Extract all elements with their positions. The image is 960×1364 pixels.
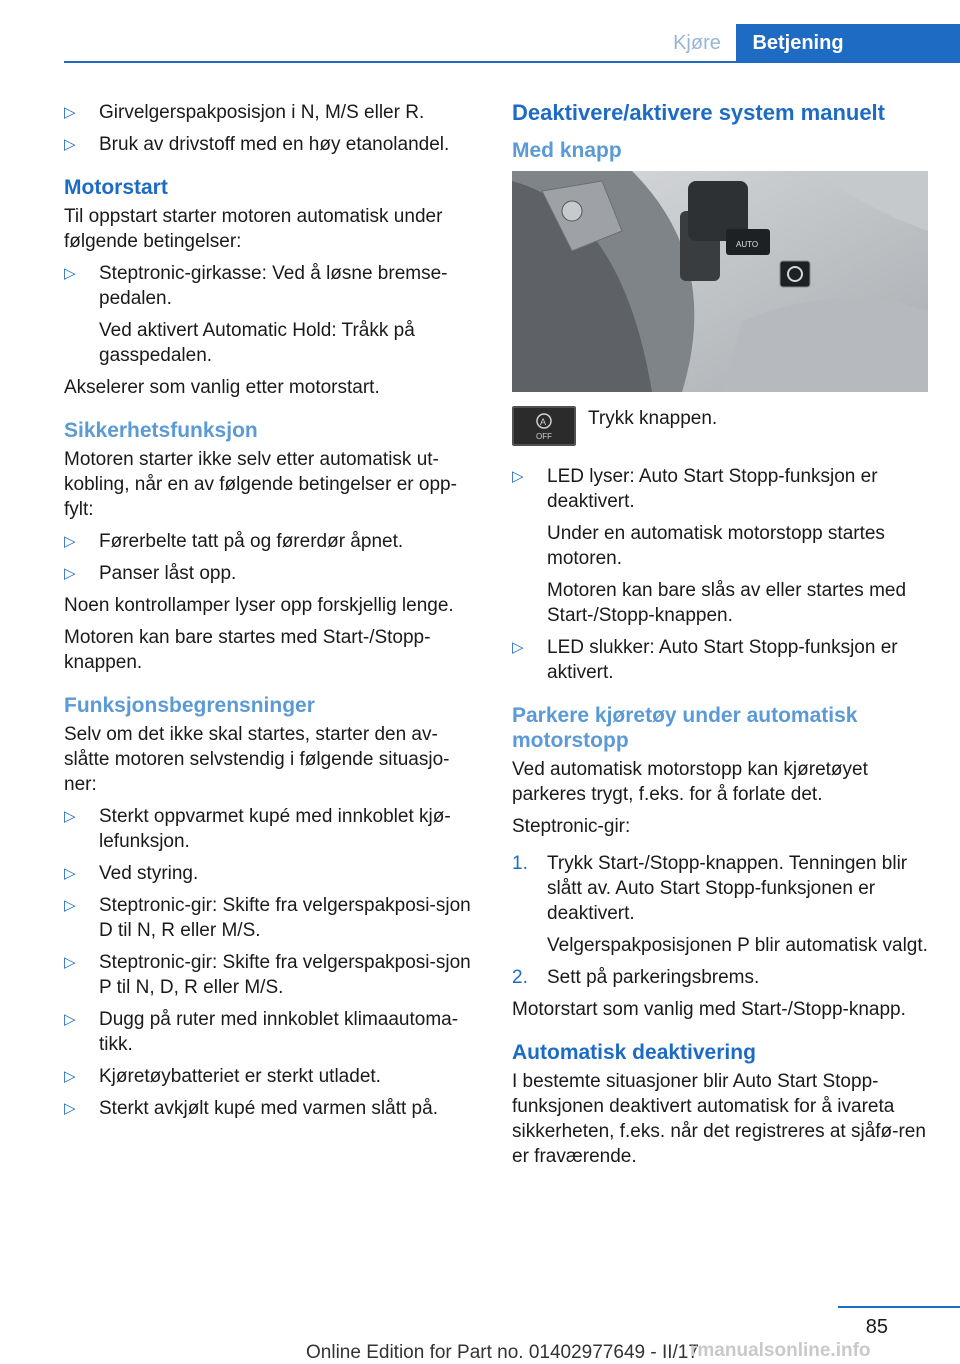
bullet-icon: ▷ (64, 897, 76, 914)
list-item: ▷ LED lyser: Auto Start Stopp-funksjon er deaktivert. (512, 466, 878, 512)
bullet-icon: ▷ (64, 954, 76, 971)
list-item: ▷ Steptronic-girkasse: Ved å løsne bremse-pedalen. (64, 263, 448, 309)
bullet-icon: ▷ (64, 565, 76, 582)
numbered-item: 2. Sett på parkeringsbrems. (512, 967, 760, 988)
step-number: 1. (512, 853, 528, 874)
list-item: ▷ Sterkt oppvarmet kupé med innkoblet kjø-lefunksjon. (64, 806, 451, 852)
paragraph: I bestemte situasjoner blir Auto Start Stopp-funksjonen deaktivert automatisk for å ivareta sikkerheten, f.eks. når det registreres at sjåfø-ren er fraværende. (512, 1071, 926, 1167)
list-item-continuation: Under en automatisk motorstopp startes motoren. (547, 523, 885, 569)
bullet-icon: ▷ (64, 865, 76, 882)
list-item: ▷ Steptronic-gir: Skifte fra velgerspakposi-sjon P til N, D, R eller M/S. (64, 952, 471, 998)
off-label: OFF (536, 432, 552, 441)
edition-text: Online Edition for Part no. 01402977649 - II/17 (306, 1342, 699, 1363)
list-item: ▷ Bruk av drivstoff med en høy etanolandel. (64, 134, 450, 155)
dashboard-photo (512, 171, 928, 392)
paragraph: Steptronic-gir: (512, 816, 631, 837)
footer-rule (838, 1306, 960, 1308)
paragraph: Ved automatisk motorstopp kan kjøretøyet parkeres trygt, f.eks. for å forlate det. (512, 759, 868, 805)
heading-motorstart: Motorstart (64, 176, 168, 199)
numbered-item: 1. Trykk Start-/Stopp-knappen. Tenningen blir slått av. Auto Start Stopp-funksjonen er deaktivert. (512, 853, 908, 924)
header-tab-edge (860, 24, 960, 62)
bullet-icon: ▷ (64, 1011, 76, 1028)
bullet-icon: ▷ (64, 1068, 76, 1085)
page-number: 85 (865, 1316, 888, 1338)
heading-funksjonsbegrensninger: Funksjonsbegrensninger (64, 694, 315, 717)
left-column (64, 100, 479, 1128)
press-button-text: Trykk knappen. (588, 408, 718, 429)
auto-start-stop-button-icon (512, 406, 576, 446)
list-item: ▷ LED slukker: Auto Start Stopp-funksjon er aktivert. (512, 637, 898, 683)
list-item-continuation: Ved aktivert Automatic Hold: Tråkk på gasspedalen. (99, 320, 415, 366)
bullet-icon: ▷ (64, 136, 76, 153)
list-item-continuation: Motoren kan bare slås av eller startes med Start-/Stopp-knappen. (547, 580, 907, 626)
bullet-icon: ▷ (512, 468, 524, 485)
bullet-icon: ▷ (64, 265, 76, 282)
heading-sikkerhetsfunksjon: Sikkerhetsfunksjon (64, 419, 258, 442)
right-column (512, 100, 930, 1176)
paragraph: Til oppstart starter motoren automatisk under følgende betingelser: (64, 206, 443, 252)
watermark: rmanualsonline.info (690, 1340, 871, 1361)
bullet-icon: ▷ (512, 639, 524, 656)
paragraph: Motoren kan bare startes med Start-/Stopp-knappen. (64, 627, 431, 673)
list-item: ▷ Kjøretøybatteriet er sterkt utladet. (64, 1066, 381, 1087)
list-item: ▷ Panser låst opp. (64, 563, 237, 584)
paragraph: Motoren starter ikke selv etter automatisk ut-kobling, når en av følgende betingelser er opp-fylt: (64, 449, 457, 520)
heading-med-knapp: Med knapp (512, 139, 622, 162)
svg-text:A: A (540, 417, 547, 427)
tab-kjore[interactable]: Kjøre (673, 32, 721, 54)
list-item: ▷ Girvelgerspakposisjon i N, M/S eller R. (64, 102, 425, 123)
heading-parkere: Parkere kjøretøy under automatisk motorstopp (512, 704, 858, 752)
bullet-icon: ▷ (64, 808, 76, 825)
auto-label: AUTO (736, 240, 759, 249)
paragraph: Motorstart som vanlig med Start-/Stopp-knapp. (512, 999, 906, 1020)
header-rule (64, 61, 960, 63)
list-item: ▷ Steptronic-gir: Skifte fra velgerspakposi-sjon D til N, R eller M/S. (64, 895, 471, 941)
button-instruction (512, 406, 930, 446)
list-item: ▷ Førerbelte tatt på og førerdør åpnet. (64, 531, 404, 552)
paragraph: Selv om det ikke skal startes, starter den av-slåtte motoren selvstendig i følgende situasjo-ner: (64, 724, 450, 795)
steering-column-illustration (512, 171, 928, 392)
list-item: ▷ Sterkt avkjølt kupé med varmen slått på. (64, 1098, 438, 1119)
tab-betjening[interactable]: Betjening (736, 24, 860, 62)
bullet-icon: ▷ (64, 104, 76, 121)
numbered-item-continuation: Velgerspakposisjonen P blir automatisk valgt. (547, 935, 928, 956)
bullet-icon: ▷ (64, 533, 76, 550)
step-number: 2. (512, 967, 528, 988)
heading-deaktivere: Deaktivere/aktivere system manuelt (512, 100, 885, 125)
list-item: ▷ Dugg på ruter med innkoblet klimaautoma-tikk. (64, 1009, 459, 1055)
paragraph: Akselerer som vanlig etter motorstart. (64, 377, 380, 398)
bullet-icon: ▷ (64, 1100, 76, 1117)
list-item: ▷ Ved styring. (64, 863, 199, 884)
heading-automatisk-deaktivering: Automatisk deaktivering (512, 1041, 756, 1064)
paragraph: Noen kontrollamper lyser opp forskjellig lenge. (64, 595, 454, 616)
